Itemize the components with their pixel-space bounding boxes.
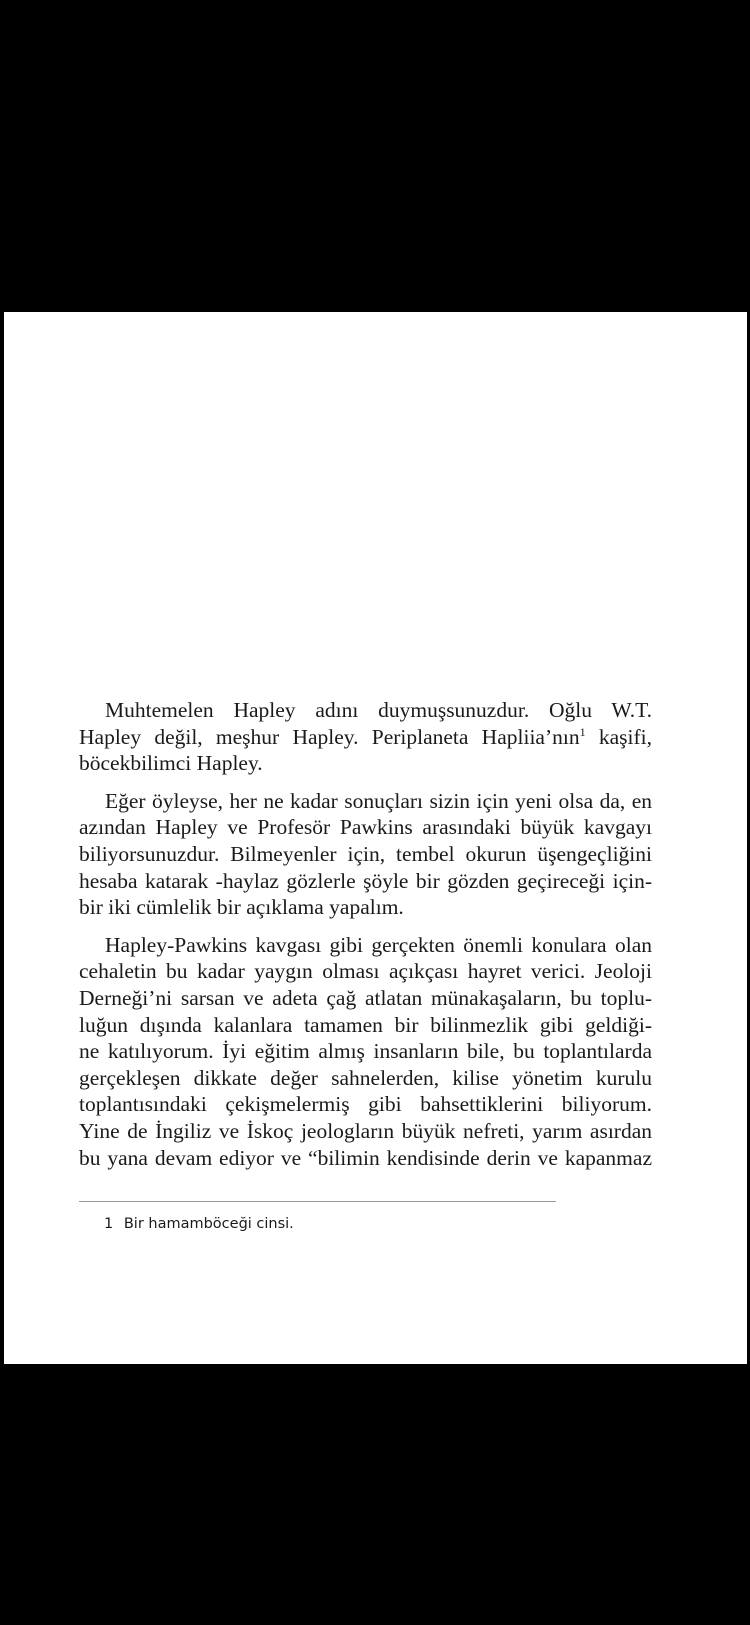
text-line: hesaba katarak -haylaz gözlerle şöyle bir gözden geçireceği için-	[79, 868, 652, 893]
text-line: ne katılıyorum. İyi eğitim almış insanların bile, bu toplantılarda	[79, 1039, 652, 1064]
text-line: bu yana devam ediyor ve “bilimin kendisinde derin ve kapanmaz	[79, 1145, 652, 1170]
book-page	[4, 312, 747, 1364]
text-line: Derneği’ni sarsan ve adeta çağ atlatan münakaşaların, bu toplu-	[79, 985, 652, 1010]
text-line: Muhtemelen Hapley adını duymuşsunuzdur. Oğlu W.T.	[105, 698, 652, 722]
text-line: cehaletin bu kadar yaygın olması açıkçası hayret verici. Jeoloji	[79, 959, 652, 984]
paragraph-3	[79, 932, 652, 1171]
text-line: biliyorsunuzdur. Bilmeyenler için, tembel okurun üşengeçliğini	[79, 841, 652, 866]
paragraph-2	[79, 788, 652, 921]
text-segment: Hapley değil, meşhur Hapley. Periplaneta Hapliia’nın	[79, 724, 580, 749]
text-line: toplantısındaki çekişmelermiş gibi bahsettiklerini biliyorum.	[79, 1092, 652, 1117]
text-line: Yine de İngiliz ve İskoç jeologların büyük nefreti, yarım asırdan	[79, 1118, 652, 1143]
body-text	[79, 697, 652, 1182]
text-line-with-footnote	[79, 724, 652, 751]
footnote	[104, 1214, 294, 1234]
text-line: gerçekleşen dikkate değer sahnelerden, kilise yönetim kurulu	[79, 1065, 652, 1090]
text-line: bir iki cümlelik bir açıklama yapalım.	[79, 895, 404, 920]
footnote-divider	[79, 1201, 556, 1202]
text-line: Hapley-Pawkins kavgası gibi gerçekten önemli konulara olan	[105, 932, 652, 957]
text-line: böcekbilimci Hapley.	[79, 751, 263, 776]
text-line: Eğer öyleyse, her ne kadar sonuçları sizin için yeni olsa da, en	[105, 788, 652, 813]
paragraph-1	[79, 697, 652, 777]
text-segment: kaşifi,	[585, 724, 652, 749]
footnote-text: Bir hamamböceği cinsi.	[123, 1216, 294, 1232]
footnote-number: 1	[104, 1216, 114, 1232]
footnote-reference[interactable]: 1	[579, 725, 586, 740]
text-line: luğun dışında kalanlara tamamen bir bilinmezlik gibi geldiği-	[79, 1012, 652, 1037]
text-line: azından Hapley ve Profesör Pawkins arasındaki büyük kavgayı	[79, 815, 652, 840]
